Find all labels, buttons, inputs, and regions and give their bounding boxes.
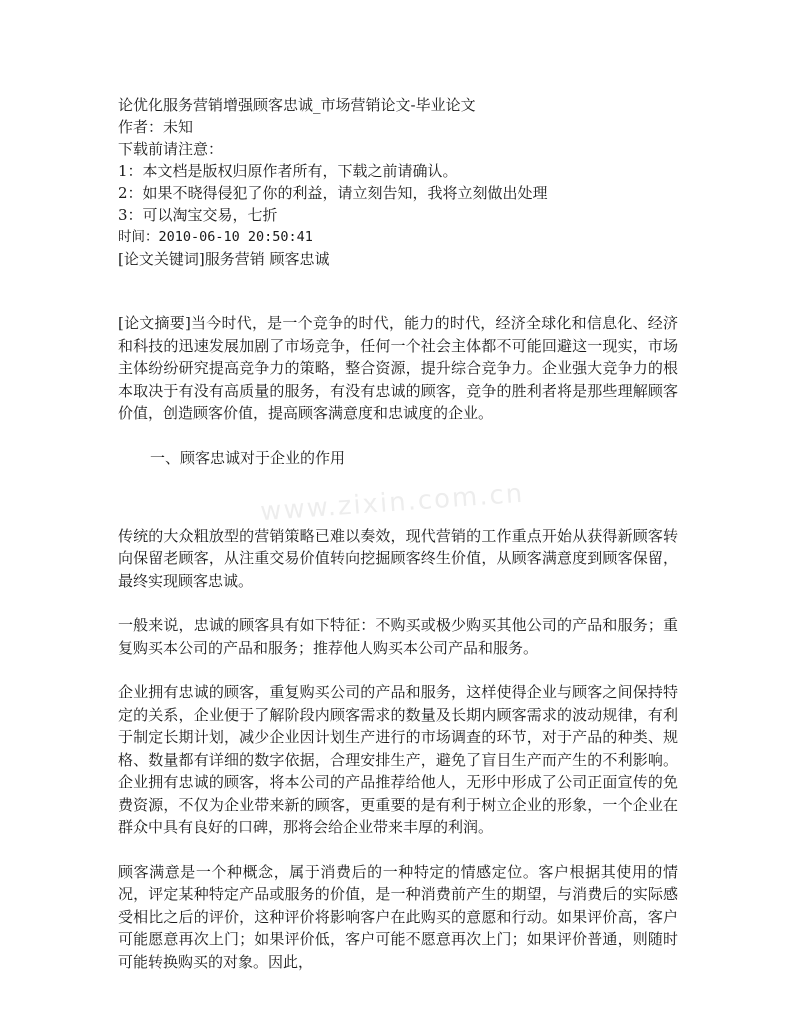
abstract-paragraph: [论文摘要]当今时代，是一个竞争的时代，能力的时代，经济全球化和信息化、经济和科技的迅速发展加剧了市场竞争，任何一个社会主体都不可能回避这一现实，市场主体纷纷研究提高竞争力的策略，整合资源，提升综合竞争力。企业强大竞争力的根本取决于有没有高质量的服务，有没有忠诚的顾客，竞争的胜利者将是那些理解顾客价值，创造顾客价值，提高顾客满意度和忠诚度的企业。 bbox=[118, 314, 678, 422]
watermark: www.zixin.com.cn bbox=[259, 478, 526, 528]
notice-title: 下载前请注意： bbox=[118, 140, 224, 158]
body-paragraph-3: 企业拥有忠诚的顾客，重复购买公司的产品和服务，这样使得企业与顾客之间保持特定的关系，企业便于了解阶段内顾客需求的数量及长期内顾客需求的波动规律，有利于制定长期计划，减少企业因计划生产进行的市场调查的环节，对于产品的种类、规格、数量都有详细的数字依据，合理安排生产，避免了盲目生产而产生的不利影响。企业拥有忠诚的顾客，将本公司的产品推荐给他人，无形中形成了公司正面宣传的免费资源，不仅为企业带来新的顾客，更重要的是有利于树立企业的形象，一个企业在群众中具有良好的口碑，那将会给企业带来丰厚的利润。 bbox=[118, 683, 678, 836]
notice-item-2: 2：如果不晓得侵犯了你的利益，请立刻告知，我将立刻做出处理 bbox=[118, 184, 548, 202]
document-title: 论优化服务营销增强顾客忠诚_市场营销论文-毕业论文 bbox=[118, 96, 476, 114]
notice-item-3: 3：可以淘宝交易，七折 bbox=[118, 206, 278, 224]
body-paragraph-4: 顾客满意是一个种概念，属于消费后的一种特定的情感定位。客户根据其使用的情况，评定某种特定产品或服务的价值，是一种消费前产生的期望，与消费后的实际感受相比之后的评价，这种评价将影响客户在此购买的意愿和行动。如果评价高，客户可能愿意再次上门；如果评价低，客户可能不愿意再次上门；如果评价普通，则随时可能转换购买的对象。因此， bbox=[118, 862, 678, 971]
author-line: 作者：未知 bbox=[118, 118, 194, 136]
notice-item-1: 1：本文档是版权归原作者所有，下载之前请确认。 bbox=[118, 162, 458, 180]
keywords-line: [论文关键词]服务营销 顾客忠诚 bbox=[118, 250, 330, 268]
section-heading: 一、顾客忠诚对于企业的作用 bbox=[150, 448, 346, 467]
body-paragraph-2: 一般来说，忠诚的顾客具有如下特征：不购买或极少购买其他公司的产品和服务；重复购买本公司的产品和服务；推荐他人购买本公司产品和服务。 bbox=[118, 616, 678, 657]
time-line: 时间：2010-06-10 20:50:41 bbox=[118, 229, 313, 245]
document-page bbox=[118, 94, 678, 973]
body-paragraph-1: 传统的大众粗放型的营销策略已难以奏效，现代营销的工作重点开始从获得新顾客转向保留老顾客，从注重交易价值转向挖掘顾客终生价值，从顾客满意度到顾客保留，最终实现顾客忠诚。 bbox=[118, 526, 678, 590]
